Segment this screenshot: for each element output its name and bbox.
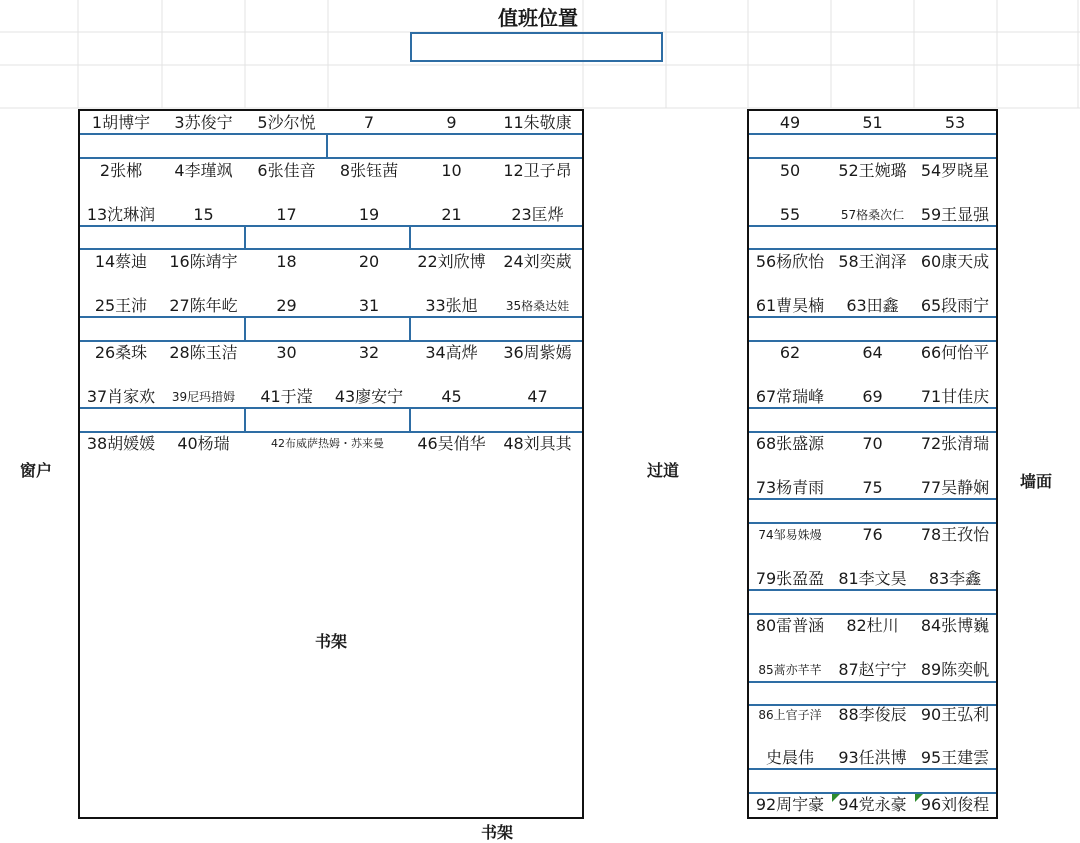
column-divider	[326, 133, 328, 159]
seat[interactable]: 14蔡迪	[94, 252, 148, 271]
seat[interactable]: 8张钰茜	[339, 161, 399, 180]
seat[interactable]: 64	[862, 343, 883, 362]
seat[interactable]: 29	[276, 296, 297, 315]
seat[interactable]: 66何怡平	[920, 343, 990, 362]
seat[interactable]: 84张博巍	[920, 616, 990, 635]
seat[interactable]: 7	[363, 113, 375, 132]
column-divider	[409, 407, 411, 433]
seat[interactable]: 23匡烨	[511, 205, 564, 224]
seat[interactable]: 95王建雲	[920, 748, 990, 767]
cell-comment-marker	[832, 794, 840, 802]
seat[interactable]: 37肖家欢	[86, 387, 156, 406]
seat[interactable]: 46吴俏华	[417, 434, 486, 453]
seat[interactable]: 41于滢	[260, 387, 313, 406]
seat[interactable]: 50	[779, 161, 801, 180]
seat[interactable]: 59王显强	[920, 205, 990, 224]
seat[interactable]: 58王润泽	[838, 252, 907, 271]
seat[interactable]: 85蒿亦芊芊	[758, 663, 822, 677]
seat[interactable]: 51	[862, 113, 883, 132]
seat[interactable]: 47	[527, 387, 548, 406]
seat[interactable]: 88李俊辰	[838, 705, 907, 724]
seat[interactable]: 4李瑾飒	[174, 161, 233, 180]
seat[interactable]: 54罗晓星	[920, 161, 990, 180]
column-divider	[244, 407, 246, 433]
column-divider	[244, 225, 246, 250]
seat[interactable]: 9	[446, 113, 457, 132]
seat[interactable]: 12卫子昂	[503, 161, 572, 180]
seat[interactable]: 6张佳音	[257, 161, 316, 180]
seat[interactable]: 75	[862, 478, 883, 497]
duty-position-cell[interactable]	[410, 32, 663, 62]
seat[interactable]: 56杨欣怡	[755, 252, 825, 271]
seat[interactable]: 11朱敬康	[503, 113, 572, 132]
row-divider	[80, 157, 582, 159]
seat[interactable]: 48刘具其	[503, 434, 572, 453]
seat[interactable]: 49	[779, 113, 801, 132]
seat[interactable]: 18	[276, 252, 297, 271]
seat[interactable]: 96刘俊程	[920, 795, 990, 814]
seat[interactable]: 73杨青雨	[755, 478, 825, 497]
column-divider	[409, 316, 411, 342]
seat[interactable]: 34高烨	[425, 343, 478, 362]
seat[interactable]: 72张清瑞	[920, 434, 990, 453]
seat[interactable]: 78王孜怡	[920, 525, 990, 544]
seat[interactable]: 13沈琳润	[86, 205, 156, 224]
seat[interactable]: 45	[441, 387, 462, 406]
seat[interactable]: 28陈玉洁	[169, 343, 238, 362]
seat[interactable]: 82杜川	[846, 616, 899, 635]
seat[interactable]: 24刘奕葳	[503, 252, 572, 271]
seat[interactable]: 67常瑞峰	[755, 387, 825, 406]
seat[interactable]: 30	[276, 343, 297, 362]
wall-label: 墙面	[1020, 472, 1053, 491]
seat[interactable]: 61曹昊楠	[755, 296, 825, 315]
seat[interactable]: 16陈靖宇	[169, 252, 238, 271]
seat[interactable]: 19	[358, 205, 380, 224]
seat[interactable]: 52王婉璐	[838, 161, 907, 180]
seat[interactable]: 17	[276, 205, 297, 224]
seat[interactable]: 21	[441, 205, 462, 224]
seat[interactable]: 65段雨宁	[920, 296, 990, 315]
seat[interactable]: 39尼玛措姆	[171, 390, 236, 404]
seat[interactable]: 90王弘利	[920, 705, 990, 724]
seat[interactable]: 31	[358, 296, 380, 315]
seat[interactable]: 86上官子洋	[758, 708, 822, 722]
seat[interactable]: 70	[862, 434, 883, 453]
seat[interactable]: 68张盛源	[755, 434, 825, 453]
row-divider	[80, 248, 582, 250]
seat[interactable]: 38胡媛媛	[86, 434, 156, 453]
seat[interactable]: 76	[862, 525, 883, 544]
seat[interactable]: 15	[193, 205, 214, 224]
column-divider	[244, 316, 246, 342]
seat[interactable]: 26桑珠	[94, 343, 148, 362]
seat[interactable]: 60康天成	[920, 252, 990, 271]
seat[interactable]: 20	[358, 252, 380, 271]
seat[interactable]: 69	[862, 387, 883, 406]
seat[interactable]: 81李文昊	[838, 569, 907, 588]
seat[interactable]: 55	[779, 205, 801, 224]
seat[interactable]: 36周紫嫣	[503, 343, 572, 362]
seat[interactable]: 94党永豪	[838, 795, 907, 814]
seat[interactable]: 87赵宁宁	[838, 660, 907, 679]
seat[interactable]: 43廖安宁	[334, 387, 404, 406]
bookshelf-label: 书架	[315, 632, 348, 651]
seat[interactable]: 92周宇豪	[755, 795, 825, 814]
seat[interactable]: 史晨伟	[765, 748, 814, 767]
row-divider	[749, 157, 996, 159]
seat[interactable]: 3苏俊宁	[174, 113, 233, 132]
seat[interactable]: 40杨瑞	[177, 434, 230, 453]
column-divider	[409, 225, 411, 250]
seat[interactable]: 63田鑫	[846, 296, 899, 315]
page-title: 值班位置	[498, 6, 578, 30]
seat[interactable]: 62	[779, 343, 801, 362]
aisle-label: 过道	[647, 461, 680, 480]
seat[interactable]: 25王沛	[94, 296, 148, 315]
seat[interactable]: 53	[944, 113, 966, 132]
seat[interactable]: 33张旭	[425, 296, 478, 315]
seat[interactable]: 35格桑达娃	[505, 299, 570, 313]
seat[interactable]: 2张郴	[99, 161, 143, 180]
seat[interactable]: 89陈奕帆	[920, 660, 990, 679]
seat[interactable]: 10	[441, 161, 462, 180]
cell-comment-marker	[915, 794, 923, 802]
seat[interactable]: 79张盈盈	[755, 569, 825, 588]
row-divider	[749, 248, 996, 250]
seat[interactable]: 27陈年屹	[169, 296, 238, 315]
seat[interactable]: 93任洪博	[838, 748, 907, 767]
seat[interactable]: 32	[358, 343, 380, 362]
row-divider	[749, 681, 996, 683]
seat[interactable]: 71甘佳庆	[920, 387, 990, 406]
seat[interactable]: 5沙尔悦	[257, 113, 316, 132]
bookshelf-bottom-label: 书架	[481, 823, 514, 842]
seat[interactable]: 77吴静娴	[920, 478, 990, 497]
seat[interactable]: 80雷普涵	[755, 616, 825, 635]
seat[interactable]: 42布威萨热姆・苏来曼	[271, 437, 384, 450]
seat[interactable]: 22刘欣博	[417, 252, 486, 271]
seat[interactable]: 57格桑次仁	[840, 208, 905, 222]
seat[interactable]: 83李鑫	[928, 569, 982, 588]
seat[interactable]: 74邹易姝熳	[758, 528, 822, 542]
window-label: 窗户	[20, 461, 53, 480]
seat[interactable]: 1胡博宇	[91, 113, 151, 132]
